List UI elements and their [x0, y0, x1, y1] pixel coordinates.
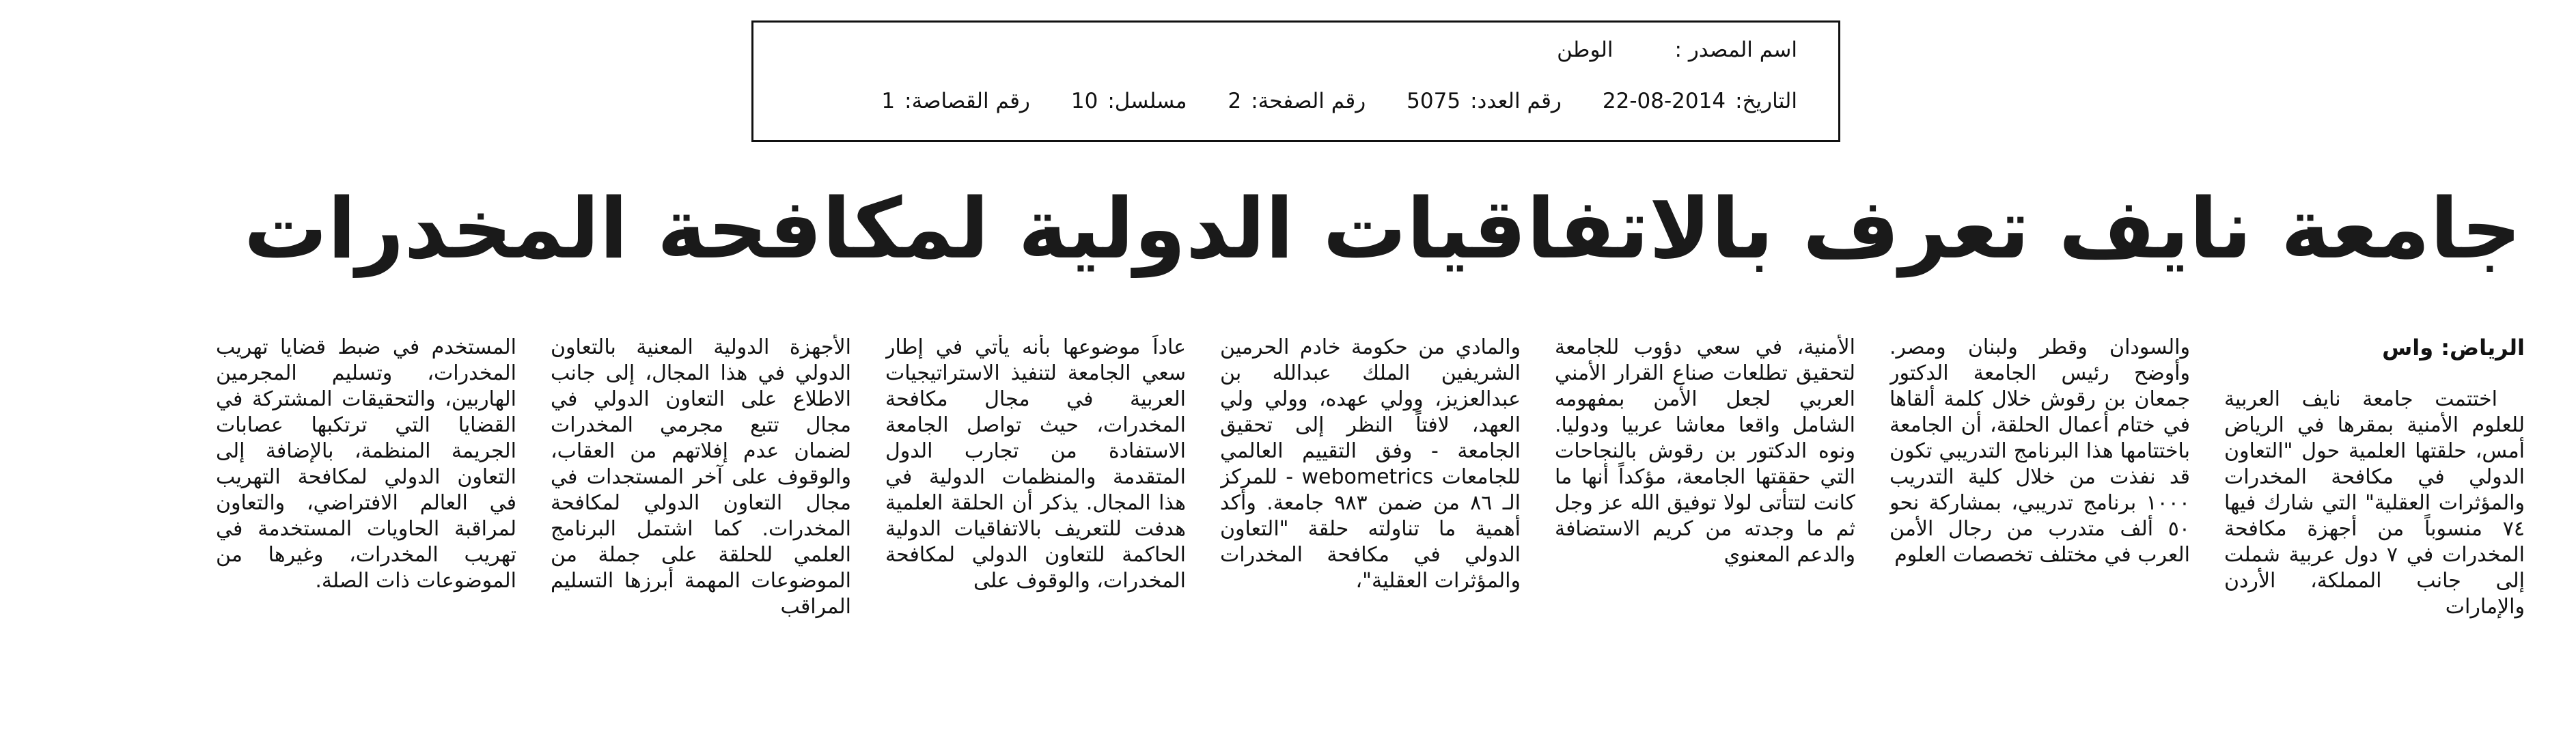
- article-paragraph: الأمنية، في سعي دؤوب للجامعة لتحقيق تطلعات صناع القرار الأمني العربي لجعل الأمن بمفهومه الشامل واقعا معاشا عربيا ودوليا. ونوه الدكتور بن رقوش بالنجاحات التي حققتها الجامعة، مؤكداً أنها ما كانت لتتأتى لولا توفيق الله عز وجل ثم ما وجدته من كريم الاستضافة والدعم المعنوي: [1555, 335, 1855, 567]
- article-column-1: [2224, 335, 2525, 717]
- serial-field: [1071, 89, 1187, 113]
- clip-field: [881, 89, 1029, 113]
- source-name: [1557, 38, 1797, 62]
- issue-field: [1407, 89, 1562, 113]
- article-paragraph: الأجهزة الدولية المعنية بالتعاون الدولي في هذا المجال، إلى جانب الاطلاع على التعاون الدولي في مجال تتبع مجرمي المخدرات لضمان عدم إفلاتهم من العقاب، والوقوف على آخر المستجدات في مجال التعاون الدولي لمكافحة المخدرات. كما اشتمل البرنامج العلمي للحلقة على جملة من الموضوعات المهمة أبرزها التسليم المراقب: [551, 335, 851, 619]
- date-label: التاريخ:: [1735, 89, 1797, 113]
- serial-value: 10: [1070, 89, 1098, 113]
- page-value: 2: [1228, 89, 1242, 113]
- clip-label: رقم القصاصة:: [904, 89, 1030, 113]
- article-column-4: [1220, 335, 1521, 717]
- article-column-2: [1889, 335, 2190, 717]
- article-column-5: [885, 335, 1186, 717]
- source-info-box: [751, 20, 1840, 142]
- source-label: اسم المصدر :: [1674, 38, 1797, 62]
- serial-label: مسلسل:: [1107, 89, 1187, 113]
- article-headline: جامعة نايف تعرف بالاتفاقيات الدولية لمكافحة المخدرات: [243, 180, 2521, 277]
- article-dateline: الرياض: واس: [2382, 335, 2525, 361]
- issue-value: 5075: [1407, 89, 1461, 113]
- source-line: [781, 38, 1797, 62]
- issue-label: رقم العدد:: [1470, 89, 1562, 113]
- publication-details-line: [781, 89, 1797, 113]
- article-body: [93, 335, 2525, 717]
- clip-value: 1: [881, 89, 896, 113]
- source-value: الوطن: [1557, 38, 1614, 62]
- date-field: [1603, 89, 1797, 113]
- article-paragraph: عاداً موضوعها بأنه يأتي في إطار سعي الجامعة لتنفيذ الاستراتيجيات العربية في مجال مكافحة المخدرات، حيث تواصل الجامعة الاستفادة من تجارب الدول المتقدمة والمنظمات الدولية في هذا المجال. يذكر أن الحلقة العلمية هدفت للتعريف بالاتفاقيات الدولية الحاكمة للتعاون الدولي لمكافحة المخدرات، والوقوف على: [885, 335, 1186, 593]
- date-value: 2014-08-22: [1602, 89, 1726, 113]
- article-column-3: [1555, 335, 1855, 717]
- page-label: رقم الصفحة:: [1251, 89, 1366, 113]
- article-paragraph: اختتمت جامعة نايف العربية للعلوم الأمنية بمقرها في الرياض أمس، حلقتها العلمية حول "التعاون الدولي في مكافحة المخدرات والمؤثرات العقلية" التي شارك فيها ٧٤ منسوباً من أجهزة مكافحة المخدرات في ٧ دول عربية شملت إلى جانب المملكة، الأردن والإمارات: [2224, 387, 2525, 619]
- article-paragraph: والمادي من حكومة خادم الحرمين الشريفين الملك عبدالله بن عبدالعزيز، وولي عهده، وولي ولي العهد، لافتاً النظر إلى تحقيق الجامعة - وفق التقييم العالمي للجامعات webometrics - للمركز الـ ٨٦ من ضمن ٩٨٣ جامعة. وأكد أهمية ما تناولته حلقة "التعاون الدولي في مكافحة المخدرات والمؤثرات العقلية"،: [1220, 335, 1521, 593]
- article-paragraph: والسودان وقطر ولبنان ومصر. وأوضح رئيس الجامعة الدكتور جمعان بن رقوش خلال كلمة ألقاها في ختام أعمال الحلقة، أن الجامعة باختتامها هذا البرنامج التدريبي تكون قد نفذت من خلال كلية التدريب ١٠٠٠ برنامج تدريبي، بمشاركة نحو ٥٠ ألف متدرب من رجال الأمن العرب في مختلف تخصصات العلوم: [1889, 335, 2190, 567]
- article-column-7: [216, 335, 516, 717]
- page-field: [1228, 89, 1366, 113]
- article-paragraph: المستخدم في ضبط قضايا تهريب المخدرات، وتسليم المجرمين الهاربين، والتحقيقات المشتركة في القضايا التي ترتكبها عصابات الجريمة المنظمة، بالإضافة إلى التعاون الدولي لمكافحة التهريب في العالم الافتراضي، والتعاون لمراقبة الحاويات المستخدمة في تهريب المخدرات، وغيرها من الموضوعات ذات الصلة.: [216, 335, 516, 593]
- article-column-6: [551, 335, 851, 717]
